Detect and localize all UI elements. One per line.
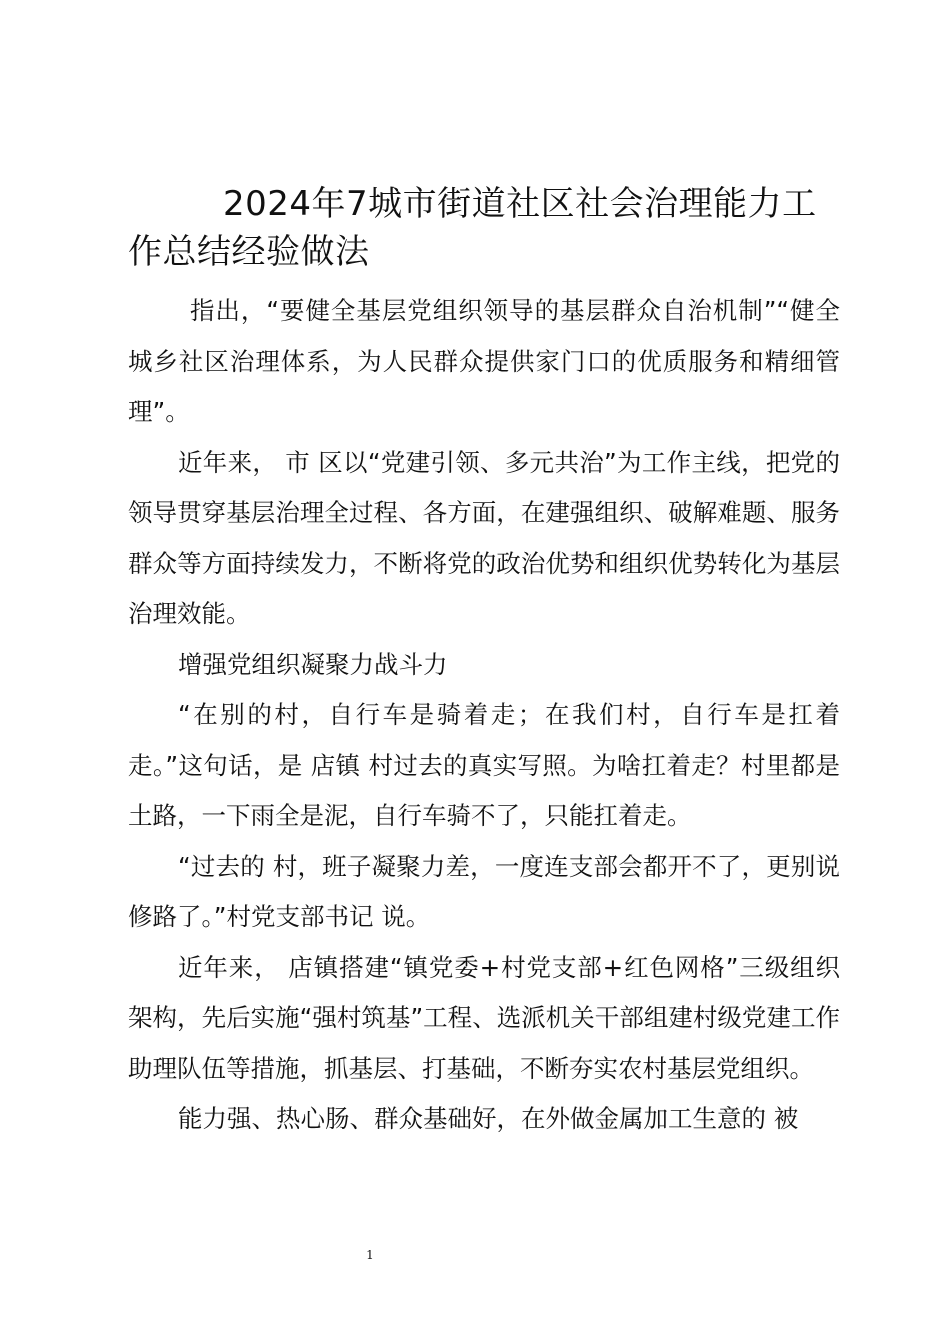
paragraph: 能力强、热心肠、群众基础好，在外做金属加工生意的 被 [178,1104,799,1133]
section-heading: 增强党组织凝聚力战斗力 [178,649,448,679]
paragraph: 指出，“要健全基层党组织领导的基层群众自治机制”“健全城乡社区治理体系，为人民群众提供家门口的优质服务和精细管理”。 [128,296,840,426]
document-body [128,286,840,1145]
page-number: 1 [366,1248,374,1262]
paragraph: 近年来， 店镇搭建“镇党委+村党支部+红色网格”三级组织架构，先后实施“强村筑基”工程、选派机关干部组建村级党建工作助理队伍等措施，抓基层、打基础，不断夯实农村基层党组织。 [128,952,840,1083]
paragraph: “在别的村，自行车是骑着走；在我们村，自行车是扛着走。”这句话，是 店镇 村过去的真实写照。为啥扛着走？村里都是土路，一下雨全是泥，自行车骑不了，只能扛着走。 [128,700,840,830]
paragraph: 近年来， 市 区以“党建引领、多元共治”为工作主线，把党的领导贯穿基层治理全过程、各方面，在建强组织、破解难题、服务群众等方面持续发力，不断将党的政治优势和组织优势转化为基层治理效能。 [128,447,840,628]
paragraph: “过去的 村，班子凝聚力差，一度连支部会都开不了，更别说修路了。”村党支部书记 说。 [128,851,840,931]
document-title: 2024年7城市街道社区社会治理能力工作总结经验做法 [128,184,817,272]
